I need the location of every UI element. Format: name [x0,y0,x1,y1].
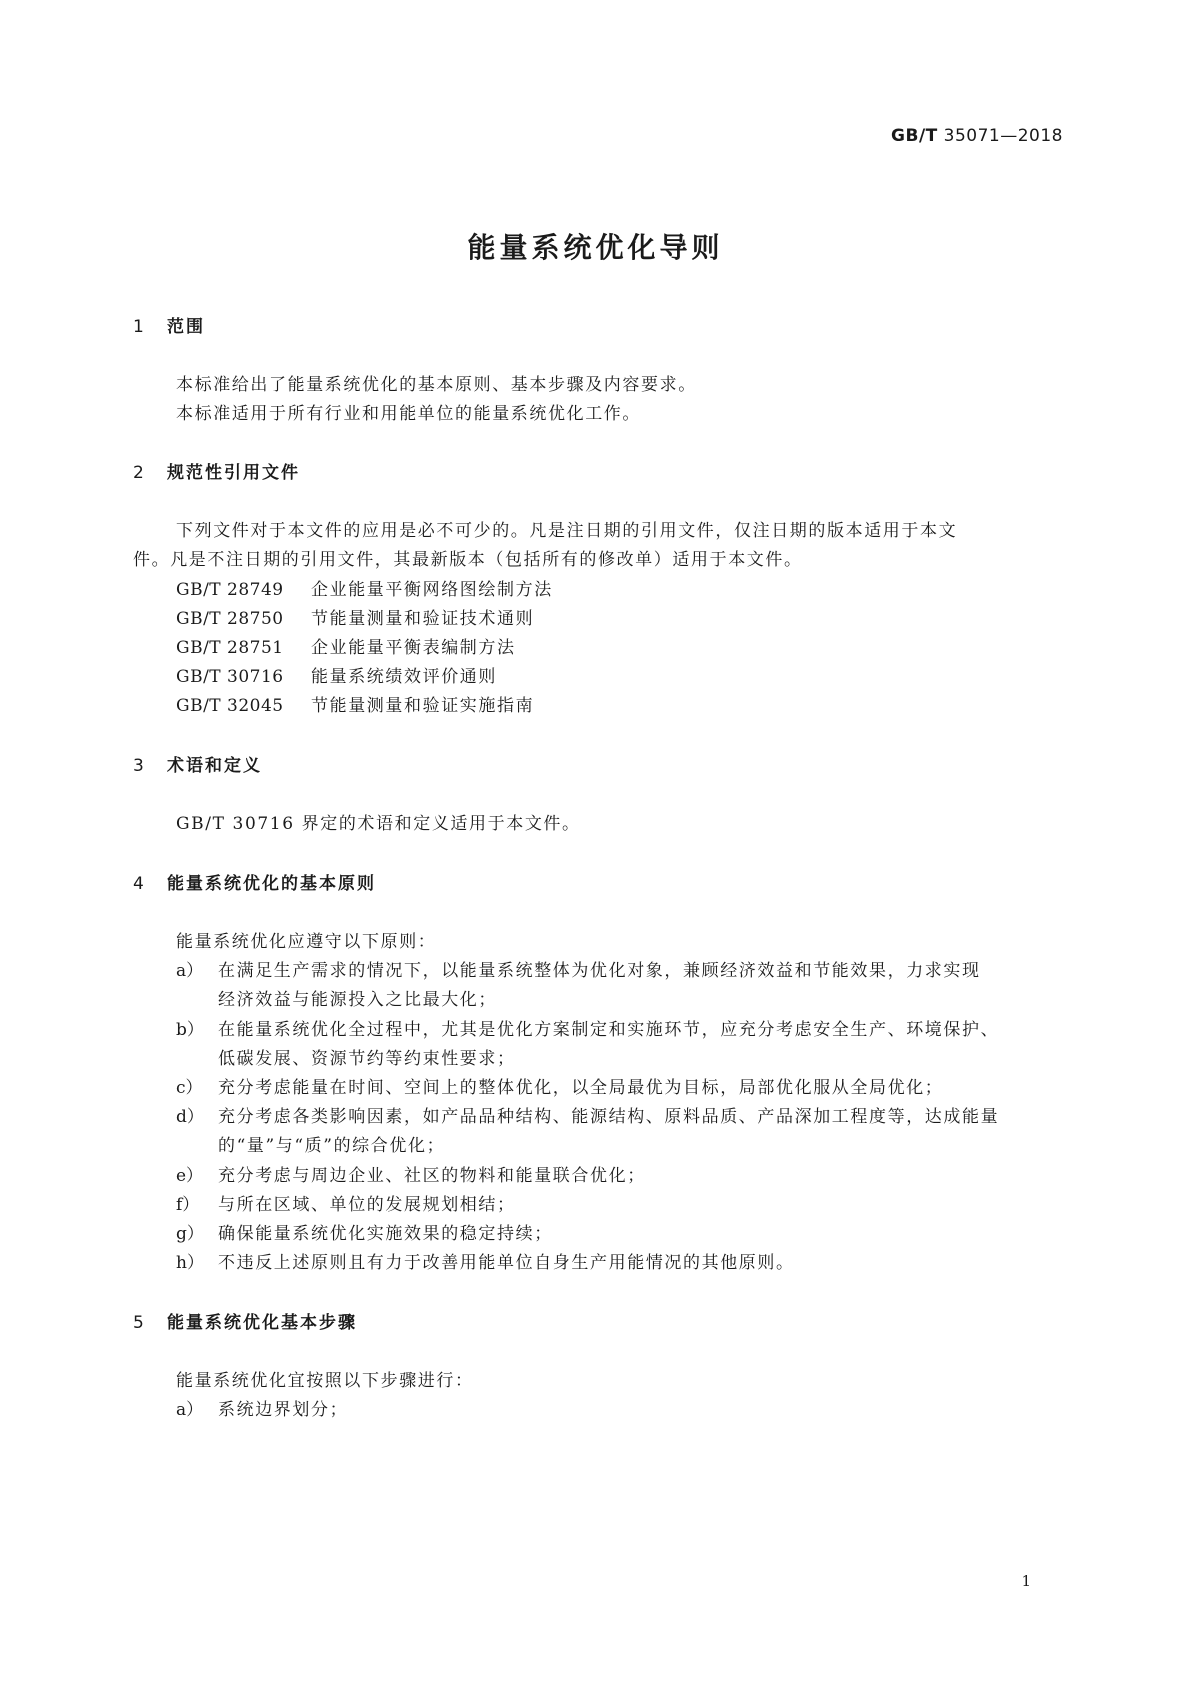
paragraph: 能量系统优化应遵守以下原则： [176,932,437,952]
reference-item: GB/T 30716 能量系统绩效评价通则 [176,667,497,687]
document-title: 能量系统优化导则 [467,231,724,264]
list-item-label: a） [176,961,204,981]
section-1-heading: 1 范围 [133,317,205,337]
section-4-heading: 4 能量系统优化的基本原则 [133,874,376,894]
standard-prefix: GB/T [891,126,938,146]
reference-item: GB/T 28751 企业能量平衡表编制方法 [176,638,516,658]
section-3-heading: 3 术语和定义 [133,756,262,776]
section-2-heading: 2 规范性引用文件 [133,463,300,483]
section-5-heading: 5 能量系统优化基本步骤 [133,1313,357,1333]
list-item-continued: 低碳发展、资源节约等约束性要求； [218,1049,516,1069]
list-item-label: b） [176,1020,204,1040]
paragraph: 能量系统优化宜按照以下步骤进行： [176,1371,474,1391]
list-item-label: g） [176,1224,204,1244]
list-item-continued: 的“量”与“质”的综合优化； [218,1136,446,1156]
list-item-label: f） [176,1195,200,1215]
reference-item: GB/T 28749 企业能量平衡网络图绘制方法 [176,580,553,600]
standard-number: 35071—2018 [943,126,1063,146]
list-item-continued: 经济效益与能源投入之比最大化； [218,990,497,1010]
list-item-label: c） [176,1078,203,1098]
list-item: 充分考虑与周边企业、社区的物料和能量联合优化； [218,1166,646,1186]
list-item: 在满足生产需求的情况下，以能量系统整体为优化对象，兼顾经济效益和节能效果，力求实现 [218,961,981,981]
list-item: 充分考虑各类影响因素，如产品品种结构、能源结构、原料品质、产品深加工程度等，达成能量 [218,1107,1000,1127]
list-item: 充分考虑能量在时间、空间上的整体优化，以全局最优为目标，局部优化服从全局优化； [218,1078,944,1098]
list-item: 与所在区域、单位的发展规划相结； [218,1195,516,1215]
list-item: 确保能量系统优化实施效果的稳定持续； [218,1224,553,1244]
paragraph: GB/T 30716 界定的术语和定义适用于本文件。 [176,814,581,834]
paragraph: 下列文件对于本文件的应用是必不可少的。凡是注日期的引用文件，仅注日期的版本适用于本文 [176,521,958,541]
reference-item: GB/T 32045 节能量测量和验证实施指南 [176,696,535,716]
list-item-label: e） [176,1166,204,1186]
list-item-label: d） [176,1107,204,1127]
standard-code [891,126,1063,146]
list-item: 不违反上述原则且有力于改善用能单位自身生产用能情况的其他原则。 [218,1253,795,1273]
list-item-label: h） [176,1253,204,1273]
page-number: 1 [1021,1572,1031,1590]
paragraph: 件。凡是不注日期的引用文件，其最新版本（包括所有的修改单）适用于本文件。 [133,550,803,570]
paragraph: 本标准适用于所有行业和用能单位的能量系统优化工作。 [176,404,641,424]
paragraph: 本标准给出了能量系统优化的基本原则、基本步骤及内容要求。 [176,375,697,395]
list-item: 系统边界划分； [218,1400,349,1420]
list-item: 在能量系统优化全过程中，尤其是优化方案制定和实施环节，应充分考虑安全生产、环境保护、 [218,1020,1000,1040]
reference-item: GB/T 28750 节能量测量和验证技术通则 [176,609,535,629]
list-item-label: a） [176,1400,204,1420]
